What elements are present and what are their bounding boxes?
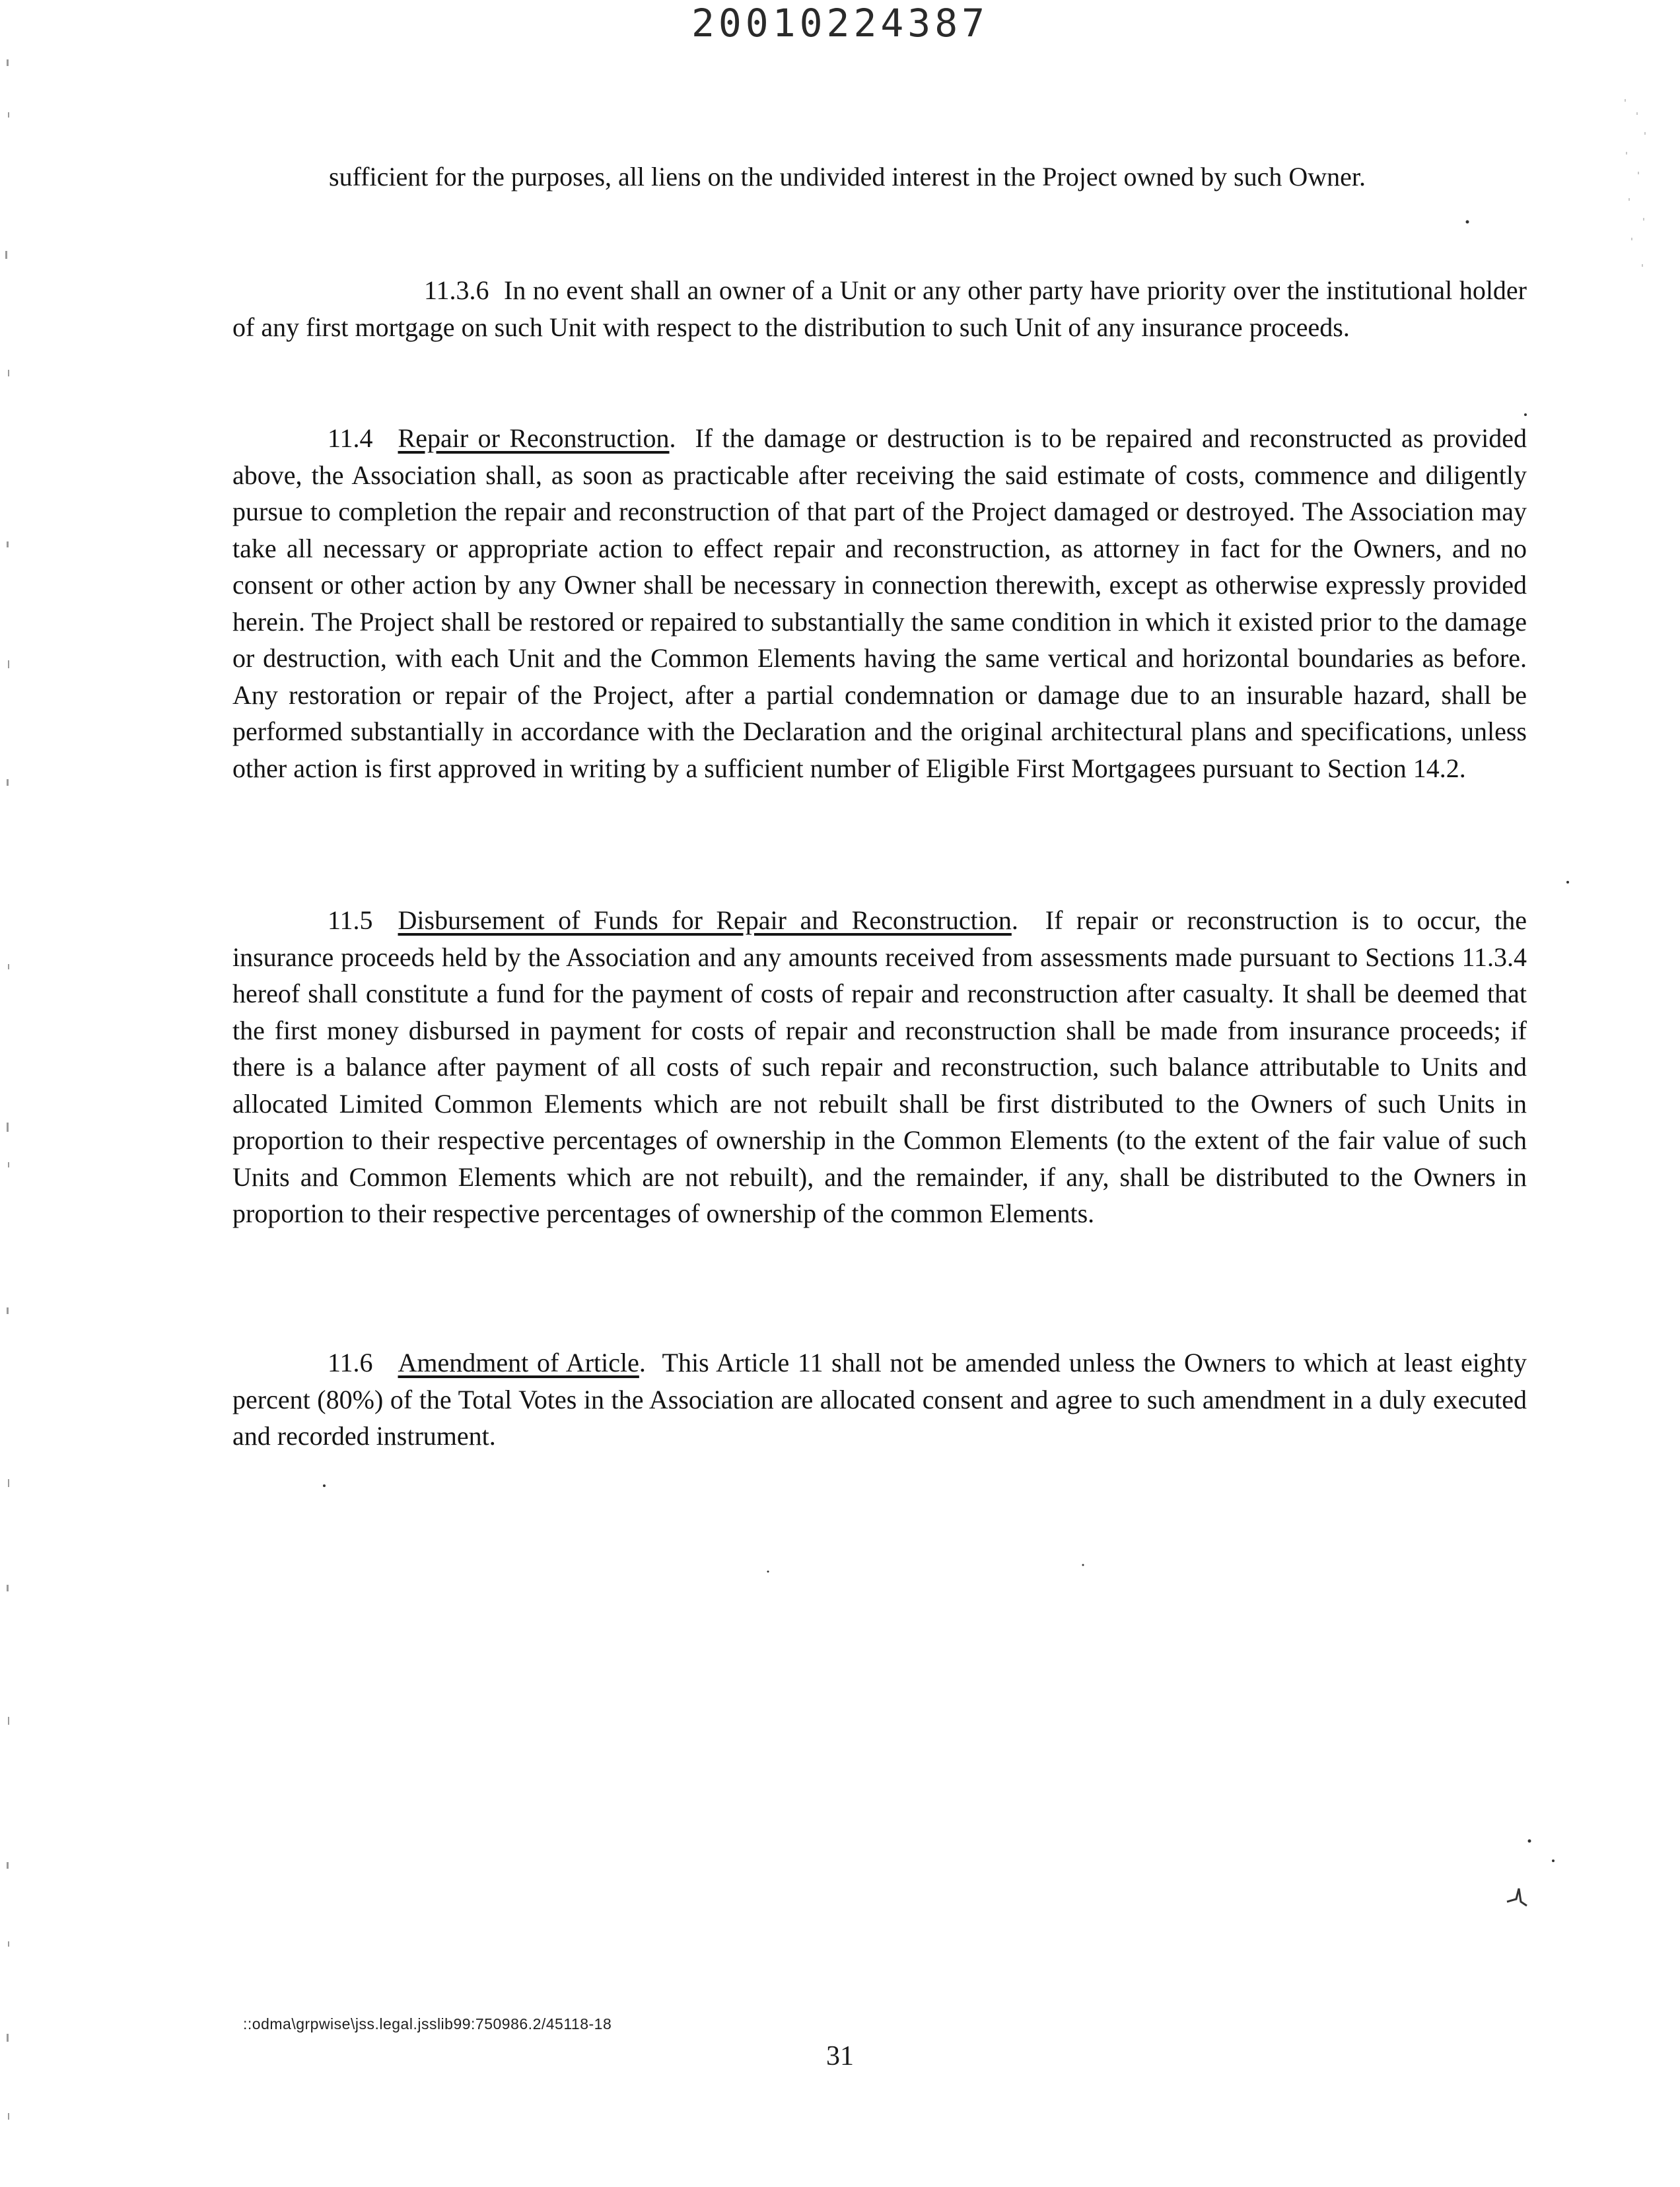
section-number: 11.4 [328,423,373,453]
continuation-paragraph [329,158,1527,195]
section-11-6 [232,1344,1527,1455]
continuation-text: sufficient for the purposes, all liens on the undivided interest in the Project owned by such Owner. [329,162,1366,191]
page-number: 31 [826,2041,854,2071]
heading-period: . [669,423,695,453]
section-text: In no event shall an owner of a Unit or any other party have priority over the institutional holder of any first mortgage on such Unit with respect to the distribution to such Unit of any insurance proceeds. [232,275,1527,342]
section-heading: Disbursement of Funds for Repair and Reconstruction [398,905,1012,935]
section-number: 11.3.6 [424,275,489,305]
section-number: 11.5 [328,905,373,935]
footer-file-path: ::odma\grpwise\jss.legal.jsslib99:750986.2/45118-18 [243,2015,612,2032]
section-text: If the damage or destruction is to be repaired and reconstructed as provided above, the Association shall, as soon as practicable after receiving the said estimate of costs, commence and diligently pursue to completion the repair and reconstruction of that part of the Project damaged or destroyed. The Association may take all necessary or appropriate action to effect repair and reconstruction, as attorney in fact for the Owners, and no consent or other action by any Owner shall be necessary in connection therewith, except as otherwise expressly provided herein. The Project shall be restored or repaired to substantially the same condition in which it existed prior to the damage or destruction, with each Unit and the Common Elements having the same vertical and horizontal boundaries as before. Any restoration or repair of the Project, after a partial condemnation or damage due to an insurable hazard, shall be performed substantially in accordance with the Declaration and the original architectural plans and specifications, unless other action is first approved in writing by a sufficient number of Eligible First Mortgagees pursuant to Section 14.2. [232,423,1527,783]
heading-period: . [1011,905,1045,935]
section-text: If repair or reconstruction is to occur, the insurance proceeds held by the Association and any amounts received from assessments made pursuant to Sections 11.3.4 hereof shall constitute a fund for the payment of costs of repair and reconstruction after casualty. It shall be deemed that the first money disbursed in payment for costs of repair and reconstruction shall be made from insurance proceeds; if there is a balance after payment of all costs of such repair and reconstruction, such balance attributable to Units and allocated Limited Common Elements which are not rebuilt shall be first distributed to the Owners of such Units in proportion to their respective percentages of ownership in the Common Elements (to the extent of the fair value of such Units and Common Elements which are not rebuilt), and the remainder, if any, shall be distributed to the Owners in proportion to their respective percentages of ownership of the common Elements. [232,905,1527,1228]
section-heading: Repair or Reconstruction [398,423,670,453]
section-11-5 [232,902,1527,1232]
section-11-3-6 [232,272,1527,345]
document-number: 20010224387 [691,1,989,46]
section-11-4 [232,420,1527,786]
section-heading: Amendment of Article [398,1348,639,1377]
section-text: This Article 11 shall not be amended unless the Owners to which at least eighty percent (80%) of the Total Votes in the Association are allocated consent and agree to such amendment in a duly executed and recorded instrument. [232,1348,1527,1451]
section-number: 11.6 [328,1348,373,1377]
heading-period: . [639,1348,662,1377]
